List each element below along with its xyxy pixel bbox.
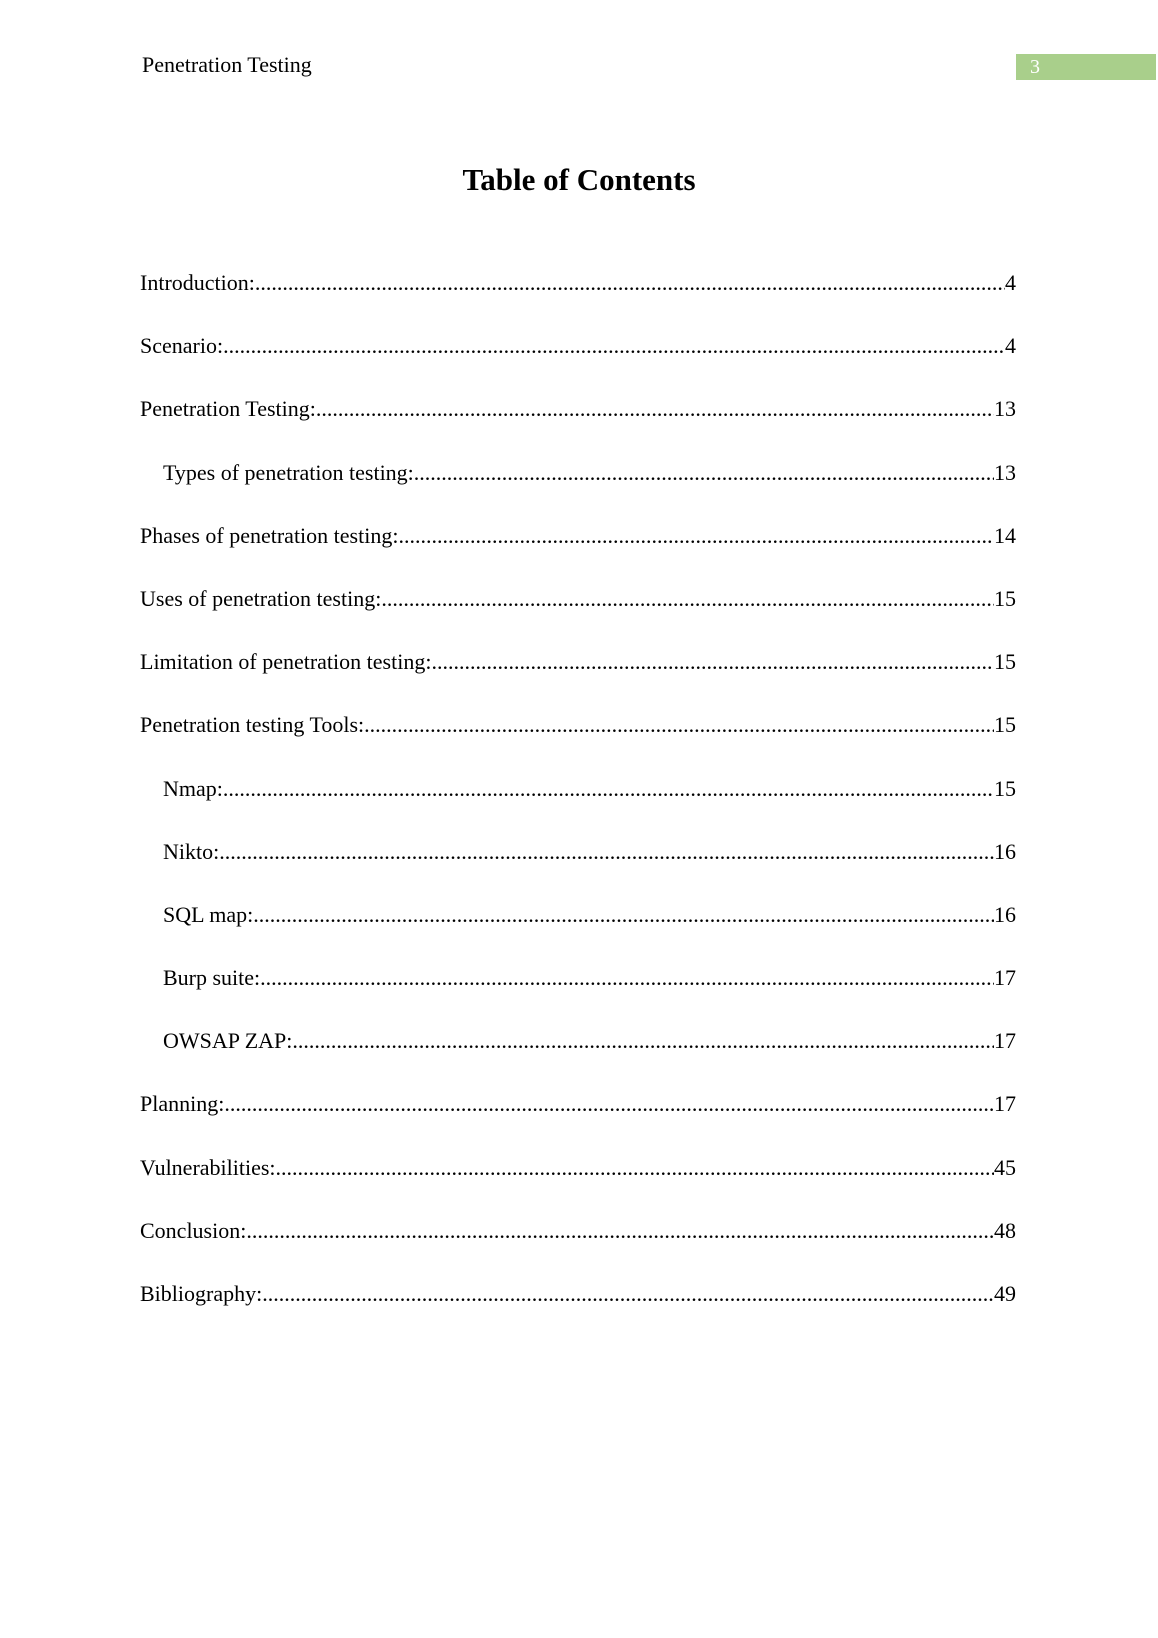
toc-entry-page: 16 — [994, 901, 1016, 927]
toc-entry-label: Limitation of penetration testing: — [140, 649, 432, 675]
toc-heading: Table of Contents — [462, 162, 696, 197]
toc-dot-leader — [253, 900, 994, 930]
page-number-badge: 3 — [1016, 54, 1156, 80]
toc-dot-leader — [255, 268, 1005, 298]
toc-dot-leader — [223, 774, 994, 804]
toc-dot-leader — [316, 394, 994, 424]
toc-entry-conclusion[interactable] — [140, 1216, 1016, 1279]
toc-entry-burp-suite[interactable] — [140, 963, 1016, 1026]
toc-dot-leader — [224, 1089, 994, 1119]
toc-entry-uses-of-penetration-testing[interactable] — [140, 584, 1016, 647]
toc-entry-label: Uses of penetration testing: — [140, 585, 382, 611]
toc-entry-bibliography[interactable] — [140, 1279, 1016, 1342]
toc-entry-page: 15 — [994, 585, 1016, 611]
toc-dot-leader — [431, 647, 994, 677]
toc-entry-page: 15 — [994, 712, 1016, 738]
toc-dot-leader — [414, 458, 994, 488]
toc-entry-label: Conclusion: — [140, 1217, 247, 1243]
toc-entry-label: Vulnerabilities: — [140, 1154, 276, 1180]
toc-entry-page: 13 — [994, 396, 1016, 422]
toc-entry-label: Types of penetration testing: — [163, 459, 414, 485]
toc-entry-planning[interactable] — [140, 1089, 1016, 1152]
toc-entry-vulnerabilities[interactable] — [140, 1153, 1016, 1216]
toc-entry-nikto[interactable] — [140, 837, 1016, 900]
toc-entry-page: 15 — [994, 775, 1016, 801]
toc-dot-leader — [262, 1279, 994, 1309]
toc-entry-nmap[interactable] — [140, 774, 1016, 837]
toc-entry-label: SQL map: — [163, 901, 254, 927]
toc-entry-introduction[interactable] — [140, 268, 1016, 331]
toc-entry-page: 49 — [994, 1281, 1016, 1306]
toc-dot-leader — [381, 584, 994, 614]
toc-entry-owsap-zap[interactable] — [140, 1026, 1016, 1089]
toc-entry-page: 17 — [994, 1028, 1016, 1054]
toc-entry-label: OWSAP ZAP: — [163, 1028, 293, 1054]
toc-entry-label: Scenario: — [140, 333, 224, 359]
toc-entry-penetration-testing[interactable] — [140, 394, 1016, 457]
toc-entry-page: 13 — [994, 459, 1016, 485]
toc-entry-label: Penetration testing Tools: — [140, 712, 365, 738]
running-header-title: Penetration Testing — [142, 52, 312, 77]
toc-dot-leader — [260, 963, 994, 993]
toc-dot-leader — [292, 1026, 994, 1056]
toc-entry-page: 48 — [994, 1217, 1016, 1243]
toc-entry-sql-map[interactable] — [140, 900, 1016, 963]
toc-dot-leader — [246, 1216, 994, 1246]
toc-dot-leader — [223, 331, 1005, 361]
toc-entry-page: 15 — [994, 649, 1016, 675]
toc-entry-label: Burp suite: — [163, 965, 261, 991]
toc-entry-label: Bibliography: — [140, 1281, 263, 1306]
toc-entry-page: 4 — [1005, 270, 1016, 295]
toc-entry-page: 17 — [994, 965, 1016, 991]
toc-entry-page: 45 — [994, 1154, 1016, 1180]
toc-entry-label: Introduction: — [140, 270, 255, 295]
toc-dot-leader — [364, 710, 994, 740]
toc-entry-label: Nikto: — [163, 838, 220, 864]
toc-entry-types-of-penetration-testing[interactable] — [140, 458, 1016, 521]
toc-dot-leader — [276, 1153, 994, 1183]
toc-entry-page: 14 — [994, 522, 1016, 548]
toc-entry-label: Planning: — [140, 1091, 225, 1117]
toc-dot-leader — [219, 837, 994, 867]
toc-entry-page: 17 — [994, 1091, 1016, 1117]
toc-entry-page: 4 — [1005, 333, 1016, 359]
toc-entry-label: Nmap: — [163, 775, 223, 801]
toc-entry-label: Penetration Testing: — [140, 396, 316, 422]
toc-entry-page: 16 — [994, 838, 1016, 864]
toc-entry-limitation-of-penetration-testing[interactable] — [140, 647, 1016, 710]
toc-entry-scenario[interactable] — [140, 331, 1016, 394]
toc-entry-label: Phases of penetration testing: — [140, 522, 399, 548]
toc-entry-penetration-testing-tools[interactable] — [140, 710, 1016, 773]
toc-entry-phases-of-penetration-testing[interactable] — [140, 521, 1016, 584]
toc-list — [140, 268, 1016, 1342]
toc-dot-leader — [398, 521, 994, 551]
